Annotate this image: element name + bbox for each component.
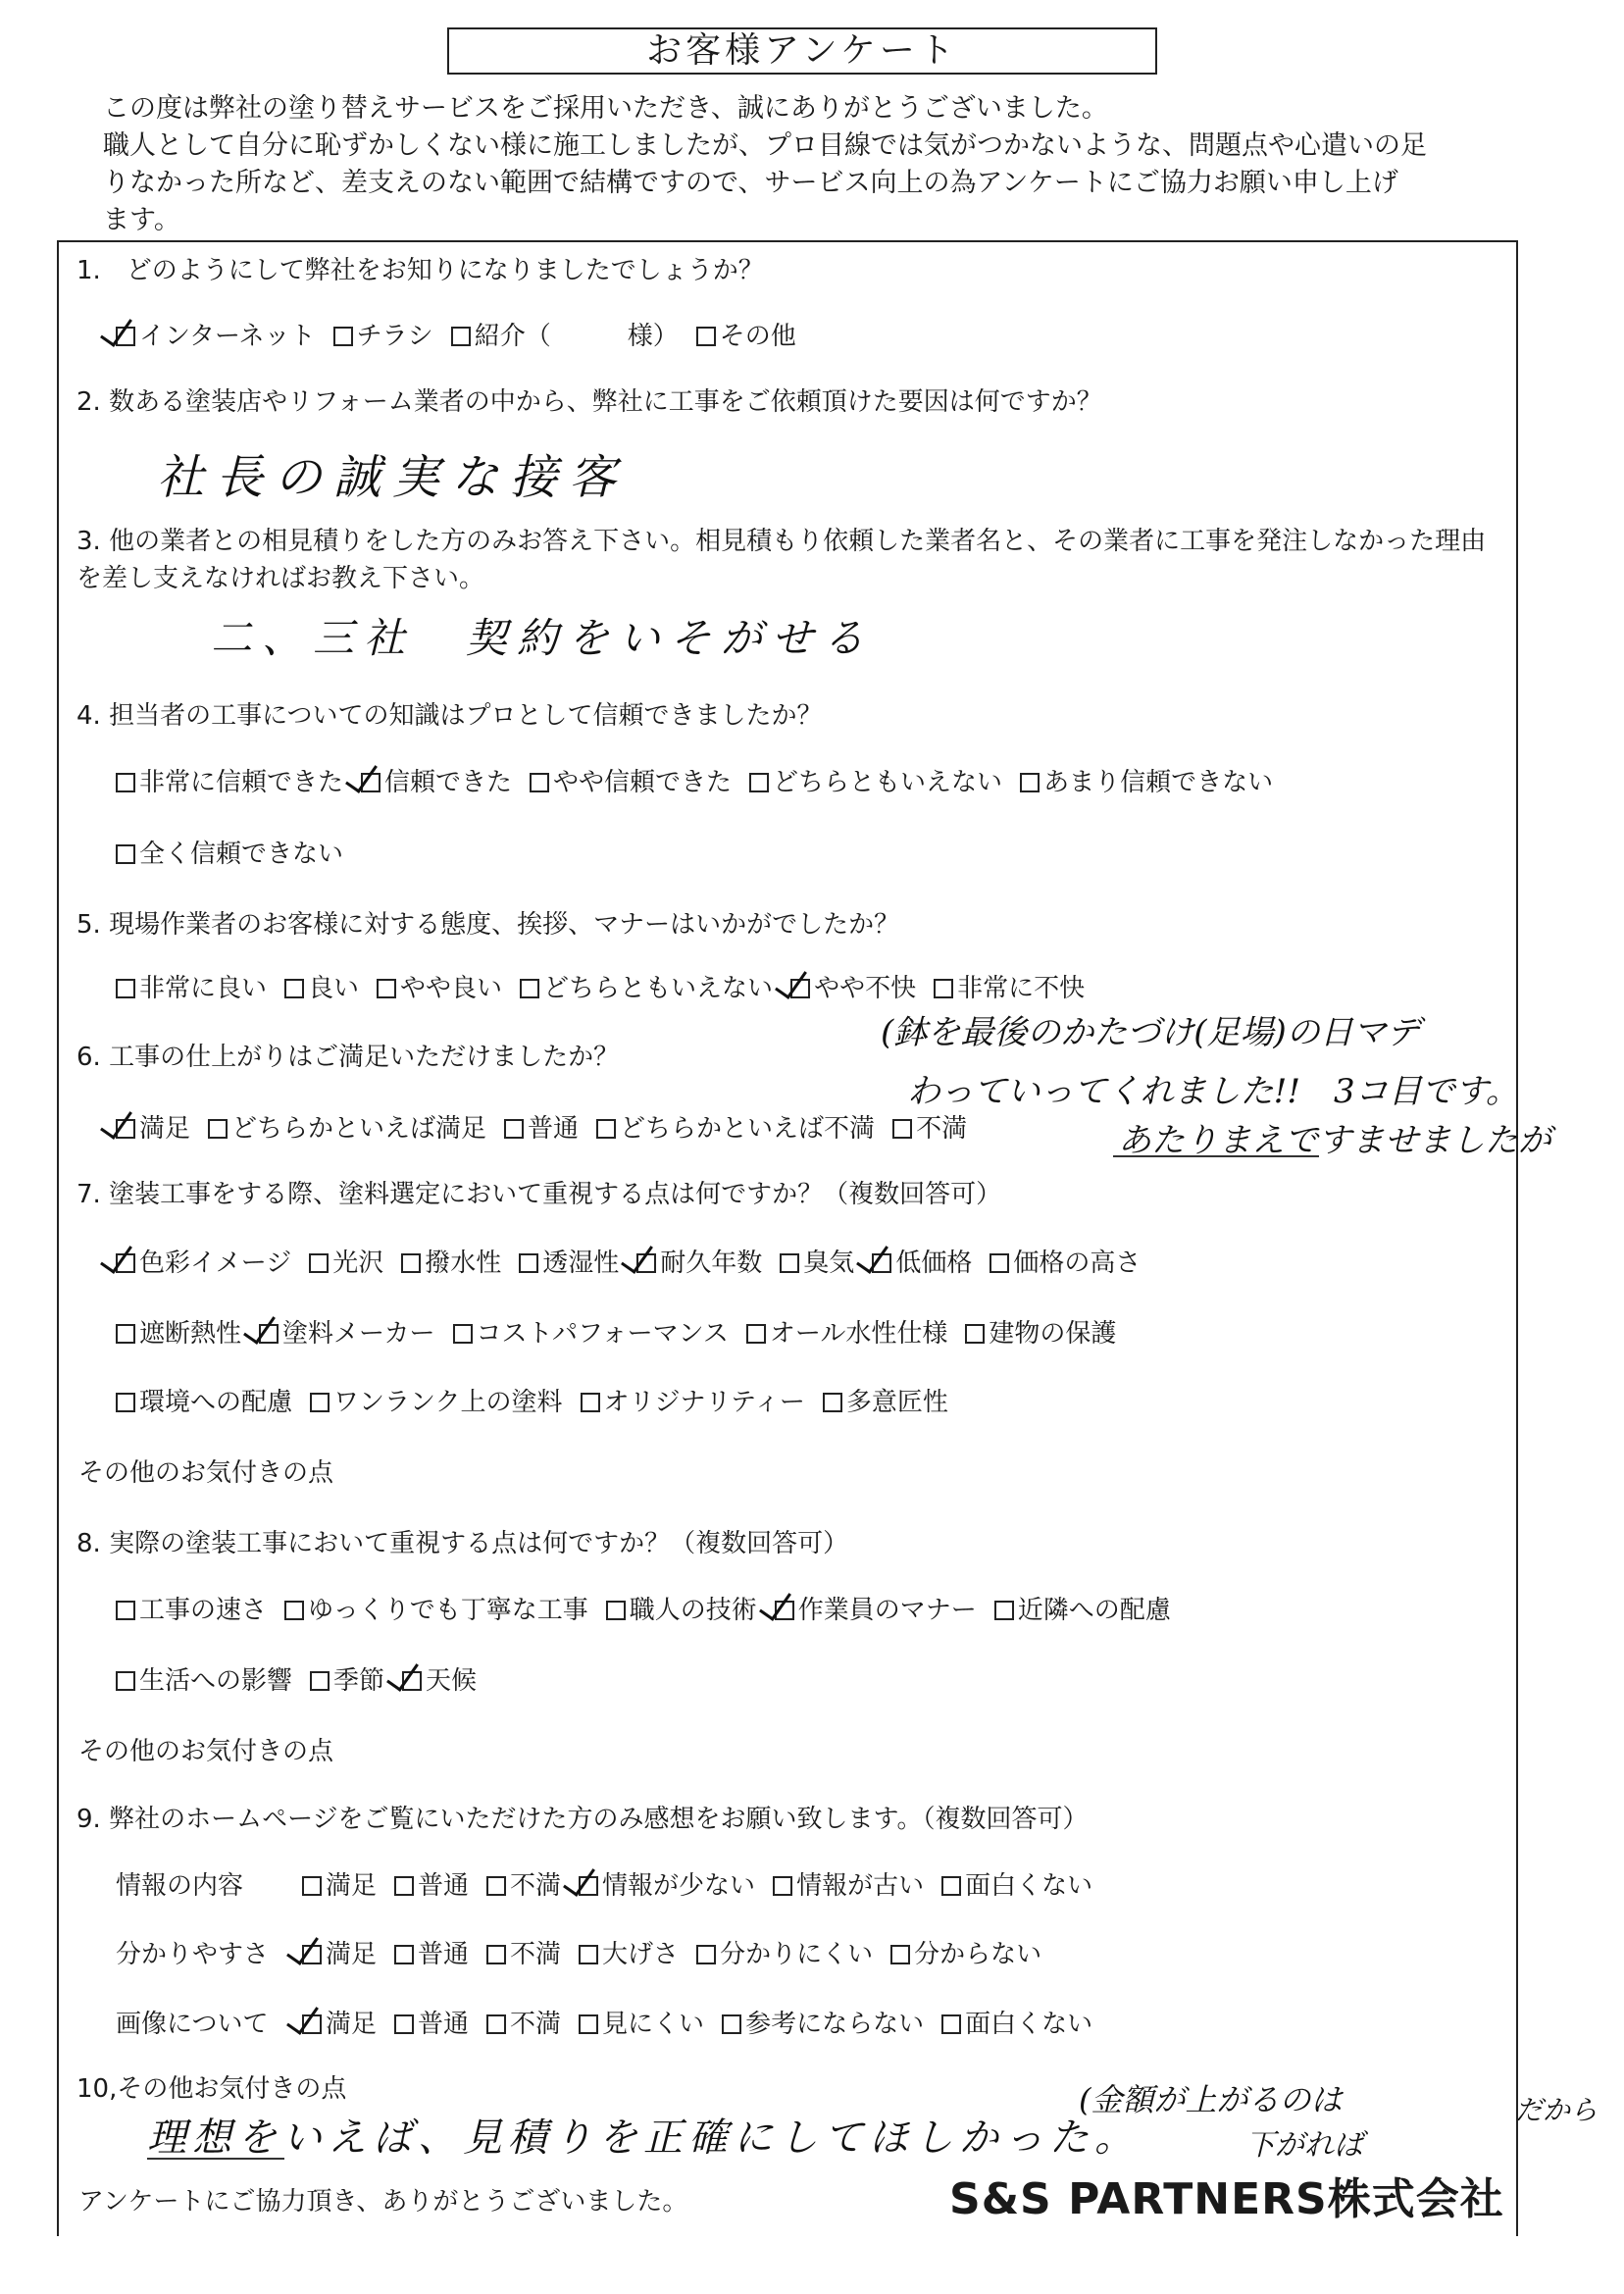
q5-note-line2: わっていってくれました!! 3コ目です。 [907,1072,1519,1111]
q4-options-option[interactable] [530,765,732,800]
option-label: 普通 [418,1871,470,1901]
q9-row-clarity-option[interactable] [696,1937,873,1972]
checkbox-icon[interactable] [259,1324,279,1344]
q7-options-3-option[interactable] [581,1385,805,1420]
checkbox-icon[interactable] [775,1601,794,1620]
handwritten-underline [1113,1155,1319,1157]
question-9: 9. 弊社のホームページをご覧にいただけた方のみ感想をお願い致します。（複数回答可） [76,1805,1089,1834]
checkbox-icon[interactable] [722,2014,741,2034]
q10-handwritten-answer: 理想をいえば、見積りを正確にしてほしかった。 [147,2116,1140,2161]
checkbox-icon[interactable] [519,1253,538,1273]
q9-row-images-option[interactable] [486,2007,561,2042]
option-label: 工事の速さ [139,1596,268,1625]
checkbox-icon[interactable] [116,327,135,346]
option-label: 満足 [139,1114,191,1144]
q8-options-2-option[interactable] [116,1663,292,1699]
q6-options-option[interactable] [596,1111,875,1147]
checkbox-icon[interactable] [116,1671,135,1691]
option-label: オール水性仕様 [769,1319,948,1349]
q1-options [116,319,814,354]
option-label: 天候 [426,1666,478,1696]
checkbox-icon[interactable] [302,1876,322,1896]
option-label: 作業員のマナー [797,1596,977,1625]
checkbox-icon[interactable] [394,1876,414,1896]
option-label: どちらかといえば満足 [231,1114,487,1144]
q8-other-comments: その他のお気付きの点 [78,1737,334,1766]
option-label: 普通 [418,1940,470,1969]
intro-line: 職人として自分に恥ずかしくない様に施工しましたが、プロ目線では気がつかないような、問題点や心遣いの足 [103,130,1427,161]
q7-other-comments: その他のお気付きの点 [78,1458,334,1488]
q9-row-clarity-option[interactable] [579,1937,679,1972]
checkbox-icon[interactable] [361,773,381,792]
checkbox-icon[interactable] [208,1119,228,1139]
option-label: 非常に信頼できた [139,768,344,797]
q6-options [116,1111,985,1147]
option-label: 普通 [418,2010,470,2039]
checkbox-icon[interactable] [486,1945,506,1964]
checkbox-icon[interactable] [116,1393,135,1412]
option-label: 職人の技術 [629,1596,757,1625]
checkbox-icon[interactable] [116,1324,135,1344]
option-label: 分かりにくい [720,1940,874,1969]
checkbox-icon[interactable] [504,1119,524,1139]
option-label: 情報が古い [796,1871,925,1901]
checkbox-icon[interactable] [302,1945,322,1964]
question-8: 8. 実際の塗装工事において重視する点は何ですか？（複数回答可） [76,1529,849,1558]
q9-row-clarity [116,1937,1059,1972]
checkbox-icon[interactable] [309,1253,329,1273]
q2-handwritten-answer: 社長の誠実な接客 [157,450,629,505]
q9-row-images-option[interactable] [941,2007,1092,2042]
q7-options-3 [116,1385,966,1420]
checkbox-icon[interactable] [606,1601,626,1620]
option-label: 不満 [510,1871,562,1901]
checkbox-icon[interactable] [116,773,135,792]
option-label: 透湿性 [542,1249,620,1278]
q4-options-option[interactable] [749,765,1002,800]
checkbox-icon[interactable] [116,1119,135,1139]
option-label: 不満 [510,1940,562,1969]
q4-options-2-option[interactable] [116,837,343,872]
option-label: 非常に良い [139,974,268,1003]
option-label: チラシ [356,322,433,351]
question-7: 7. 塗装工事をする際、塗料選定において重視する点は何ですか？（複数回答可） [76,1180,1002,1209]
option-label: インターネット [139,322,316,351]
option-label: 色彩イメージ [139,1249,292,1278]
q9-row-content-option[interactable] [394,1868,469,1904]
option-label: どちらともいえない [773,768,1003,797]
q7-options-option[interactable] [116,1246,291,1281]
checkbox-icon[interactable] [116,844,135,864]
q7-options-option[interactable] [636,1246,762,1281]
option-label: 満足 [326,2010,378,2039]
checkbox-icon[interactable] [579,2014,598,2034]
option-label: 面白くない [965,1871,1093,1901]
checkbox-icon[interactable] [302,2014,322,2034]
checkbox-icon[interactable] [284,979,304,998]
option-label: 普通 [528,1114,580,1144]
checkbox-icon[interactable] [581,1393,600,1412]
q9-row-images-option[interactable] [722,2007,924,2042]
row-label: 画像について [116,2010,269,2039]
option-label: 情報が少ない [602,1871,756,1901]
row-label: 情報の内容 [116,1871,244,1901]
checkbox-icon[interactable] [596,1119,616,1139]
question-6: 6. 工事の仕上がりはご満足いただけましたか？ [76,1043,620,1072]
option-label: どちらかといえば不満 [620,1114,876,1144]
checkbox-icon[interactable] [994,1601,1014,1620]
option-label: 価格の高さ [1013,1249,1142,1278]
checkbox-icon[interactable] [1020,773,1040,792]
intro-line: ます。 [103,205,180,235]
checkbox-icon[interactable] [696,1945,716,1964]
footer-thanks: アンケートにご協力頂き、ありがとうございました。 [78,2187,688,2217]
q4-options-option[interactable] [361,765,512,800]
option-label: 低価格 [895,1249,973,1278]
option-label: 分からない [914,1940,1042,1969]
checkbox-icon[interactable] [310,1393,330,1412]
q9-row-clarity-option[interactable] [890,1937,1041,1972]
checkbox-icon[interactable] [333,327,353,346]
q8-options-option[interactable] [116,1593,267,1628]
q7-options-2-option[interactable] [259,1316,434,1351]
q7-options-option[interactable] [309,1246,383,1281]
checkbox-icon[interactable] [116,1253,135,1273]
q5-note-line3: あたりまえですませましたが [1118,1121,1551,1160]
checkbox-icon[interactable] [284,1601,304,1620]
checkbox-icon[interactable] [990,1253,1009,1273]
option-label: やや信頼できた [553,768,733,797]
q7-options-2-option[interactable] [453,1316,729,1351]
q8-options-option[interactable] [606,1593,757,1628]
q5-options-option[interactable] [520,971,773,1006]
q10-aside-line2: 下がれば [1245,2128,1363,2163]
q6-options-option[interactable] [504,1111,579,1147]
checkbox-icon[interactable] [402,1671,422,1691]
q3-handwritten-answer: 二、三社 契約をいそがせる [211,614,875,662]
q5-options-option[interactable] [790,971,916,1006]
q7-options-3-option[interactable] [116,1385,292,1420]
q5-options-option[interactable] [284,971,359,1006]
checkbox-icon[interactable] [377,979,396,998]
q9-row-clarity-option[interactable] [394,1937,469,1972]
checkbox-icon[interactable] [773,1876,792,1896]
question-3-line1: 3. 他の業者との相見積りをした方のみお答え下さい。相見積もり依頼した業者名と、その業者に工事を発注しなかった理由 [76,527,1487,556]
q7-options-option[interactable] [872,1246,972,1281]
option-label: 信頼できた [384,768,513,797]
q7-options-2-option[interactable] [746,1316,947,1351]
option-label: 面白くない [965,2010,1093,2039]
checkbox-icon[interactable] [520,979,539,998]
question-1: 1. どのようにして弊社をお知りになりましたでしょうか？ [76,256,764,285]
question-2: 2. 数ある塗装店やリフォーム業者の中から、弊社に工事をご依頼頂けた要因は何ですか？ [76,387,1102,417]
checkbox-icon[interactable] [780,1253,799,1273]
question-4: 4. 担当者の工事についての知識はプロとして信頼できましたか？ [76,701,823,731]
q9-row-images [116,2007,1110,2042]
checkbox-icon[interactable] [941,2014,961,2034]
checkbox-icon[interactable] [310,1671,330,1691]
q6-options-option[interactable] [892,1111,967,1147]
option-label: 参考にならない [745,2010,925,2039]
q1-options-option[interactable] [116,319,316,354]
intro-text [103,90,1496,239]
intro-line: りなかった所など、差支えのない範囲で結構ですので、サービス向上の為アンケートにご協力お願い申し上げ [103,168,1398,198]
company-name: S&S PARTNERS株式会社 [949,2174,1504,2224]
checkbox-icon[interactable] [746,1324,766,1344]
q7-options-2 [116,1316,1134,1351]
option-label: 建物の保護 [989,1319,1117,1349]
q5-note-line1: (鉢を最後のかたづけ(足場)の日マデ [881,1013,1420,1052]
option-label: 満足 [326,1940,378,1969]
checkbox-icon[interactable] [530,773,549,792]
question-3-line2: を差し支えなければお教え下さい。 [76,564,485,593]
checkbox-icon[interactable] [486,1876,506,1896]
checkbox-icon[interactable] [394,2014,414,2034]
q9-row-content-option[interactable] [302,1868,377,1904]
handwritten-underline [147,2158,284,2160]
q5-options-option[interactable] [116,971,267,1006]
q7-options-option[interactable] [780,1246,854,1281]
question-5: 5. 現場作業者のお客様に対する態度、挨拶、マナーはいかがでしたか？ [76,910,900,940]
q4-options-2 [116,837,361,872]
q6-options-option[interactable] [116,1111,190,1147]
checkbox-icon[interactable] [116,1601,135,1620]
q7-options-3-option[interactable] [310,1385,562,1420]
checkbox-icon[interactable] [823,1393,842,1412]
checkbox-icon[interactable] [941,1876,961,1896]
option-label: コストパフォーマンス [476,1319,729,1349]
q5-options-option[interactable] [377,971,502,1006]
checkbox-icon[interactable] [451,327,471,346]
question-10: 10,その他お気付きの点 [76,2074,347,2104]
q8-options [116,1593,1189,1628]
q8-options-option[interactable] [284,1593,588,1628]
q7-options-2-option[interactable] [116,1316,241,1351]
q8-options-option[interactable] [994,1593,1171,1628]
checkbox-icon[interactable] [965,1324,985,1344]
option-label: やや不快 [814,974,917,1003]
q9-row-content-option[interactable] [579,1868,755,1904]
option-label: 塗料メーカー [282,1319,435,1349]
q9-row-clarity-option[interactable] [486,1937,561,1972]
option-label: 多意匠性 [845,1388,948,1417]
option-label: オリジナリティー [603,1388,805,1417]
checkbox-icon[interactable] [401,1253,421,1273]
q6-options-option[interactable] [208,1111,486,1147]
option-label: どちらともいえない [543,974,774,1003]
q9-row-clarity-option[interactable] [302,1937,377,1972]
option-label: その他 [719,322,796,351]
q9-row-images-option[interactable] [302,2007,377,2042]
q4-options-option[interactable] [1020,765,1273,800]
q7-options [116,1246,1158,1281]
q9-row-content-option[interactable] [486,1868,561,1904]
q9-row-content-option[interactable] [941,1868,1092,1904]
q1-options-option[interactable] [333,319,433,354]
option-label: 不満 [916,1114,968,1144]
q7-options-option[interactable] [519,1246,619,1281]
q7-options-3-option[interactable] [823,1385,948,1420]
checkbox-icon[interactable] [934,979,953,998]
q4-options-option[interactable] [116,765,343,800]
option-label: ゆっくりでも丁寧な工事 [308,1596,588,1625]
q8-options-2-option[interactable] [402,1663,477,1699]
option-label: 全く信頼できない [139,840,344,869]
option-label: 遮断熱性 [139,1319,242,1349]
q1-options-option[interactable] [696,319,796,354]
survey-title: お客様アンケート [447,27,1157,75]
option-label: 満足 [326,1871,378,1901]
option-label: 見にくい [602,2010,705,2039]
q1-options-option[interactable] [451,319,679,354]
q9-row-images-option[interactable] [394,2007,469,2042]
option-label: ワンランク上の塗料 [333,1388,563,1417]
q4-options [116,765,1291,800]
q10-aside-line1: (金額が上がるのは [1079,2081,1343,2118]
option-label: 良い [308,974,360,1003]
option-label: 臭気 [803,1249,855,1278]
q10-aside-line3: だから [1515,2094,1599,2126]
checkbox-icon[interactable] [890,1945,910,1964]
intro-line: この度は弊社の塗り替えサービスをご採用いただき、誠にありがとうございました。 [103,93,1108,124]
option-label: 紹介（ 様） [474,322,679,351]
option-label: 不満 [510,2010,562,2039]
option-label: 大げさ [602,1940,680,1969]
q7-options-2-option[interactable] [965,1316,1116,1351]
checkbox-icon[interactable] [872,1253,891,1273]
option-label: やや良い [400,974,503,1003]
checkbox-icon[interactable] [696,327,716,346]
option-label: 非常に不快 [957,974,1086,1003]
row-label: 分かりやすさ [116,1940,270,1969]
checkbox-icon[interactable] [636,1253,656,1273]
option-label: 季節 [333,1666,385,1696]
checkbox-icon[interactable] [749,773,769,792]
checkbox-icon[interactable] [892,1119,912,1139]
checkbox-icon[interactable] [579,1945,598,1964]
option-label: 生活への影響 [139,1666,293,1696]
checkbox-icon[interactable] [116,979,135,998]
option-label: 環境への配慮 [139,1388,293,1417]
option-label: 近隣への配慮 [1017,1596,1171,1625]
q8-options-2-option[interactable] [310,1663,384,1699]
q7-options-option[interactable] [401,1246,501,1281]
checkbox-icon[interactable] [453,1324,473,1344]
q7-options-option[interactable] [990,1246,1141,1281]
option-label: あまり信頼できない [1043,768,1274,797]
option-label: 光沢 [332,1249,384,1278]
option-label: 撥水性 [425,1249,502,1278]
q8-options-option[interactable] [775,1593,977,1628]
q5-options-option[interactable] [934,971,1085,1006]
checkbox-icon[interactable] [579,1876,598,1896]
option-label: 耐久年数 [660,1249,763,1278]
q9-row-content-option[interactable] [773,1868,924,1904]
checkbox-icon[interactable] [790,979,810,998]
q8-options-2 [116,1663,494,1699]
q5-options [116,971,1102,1006]
q9-row-images-option[interactable] [579,2007,704,2042]
checkbox-icon[interactable] [394,1945,414,1964]
q9-row-content [116,1868,1110,1904]
checkbox-icon[interactable] [486,2014,506,2034]
